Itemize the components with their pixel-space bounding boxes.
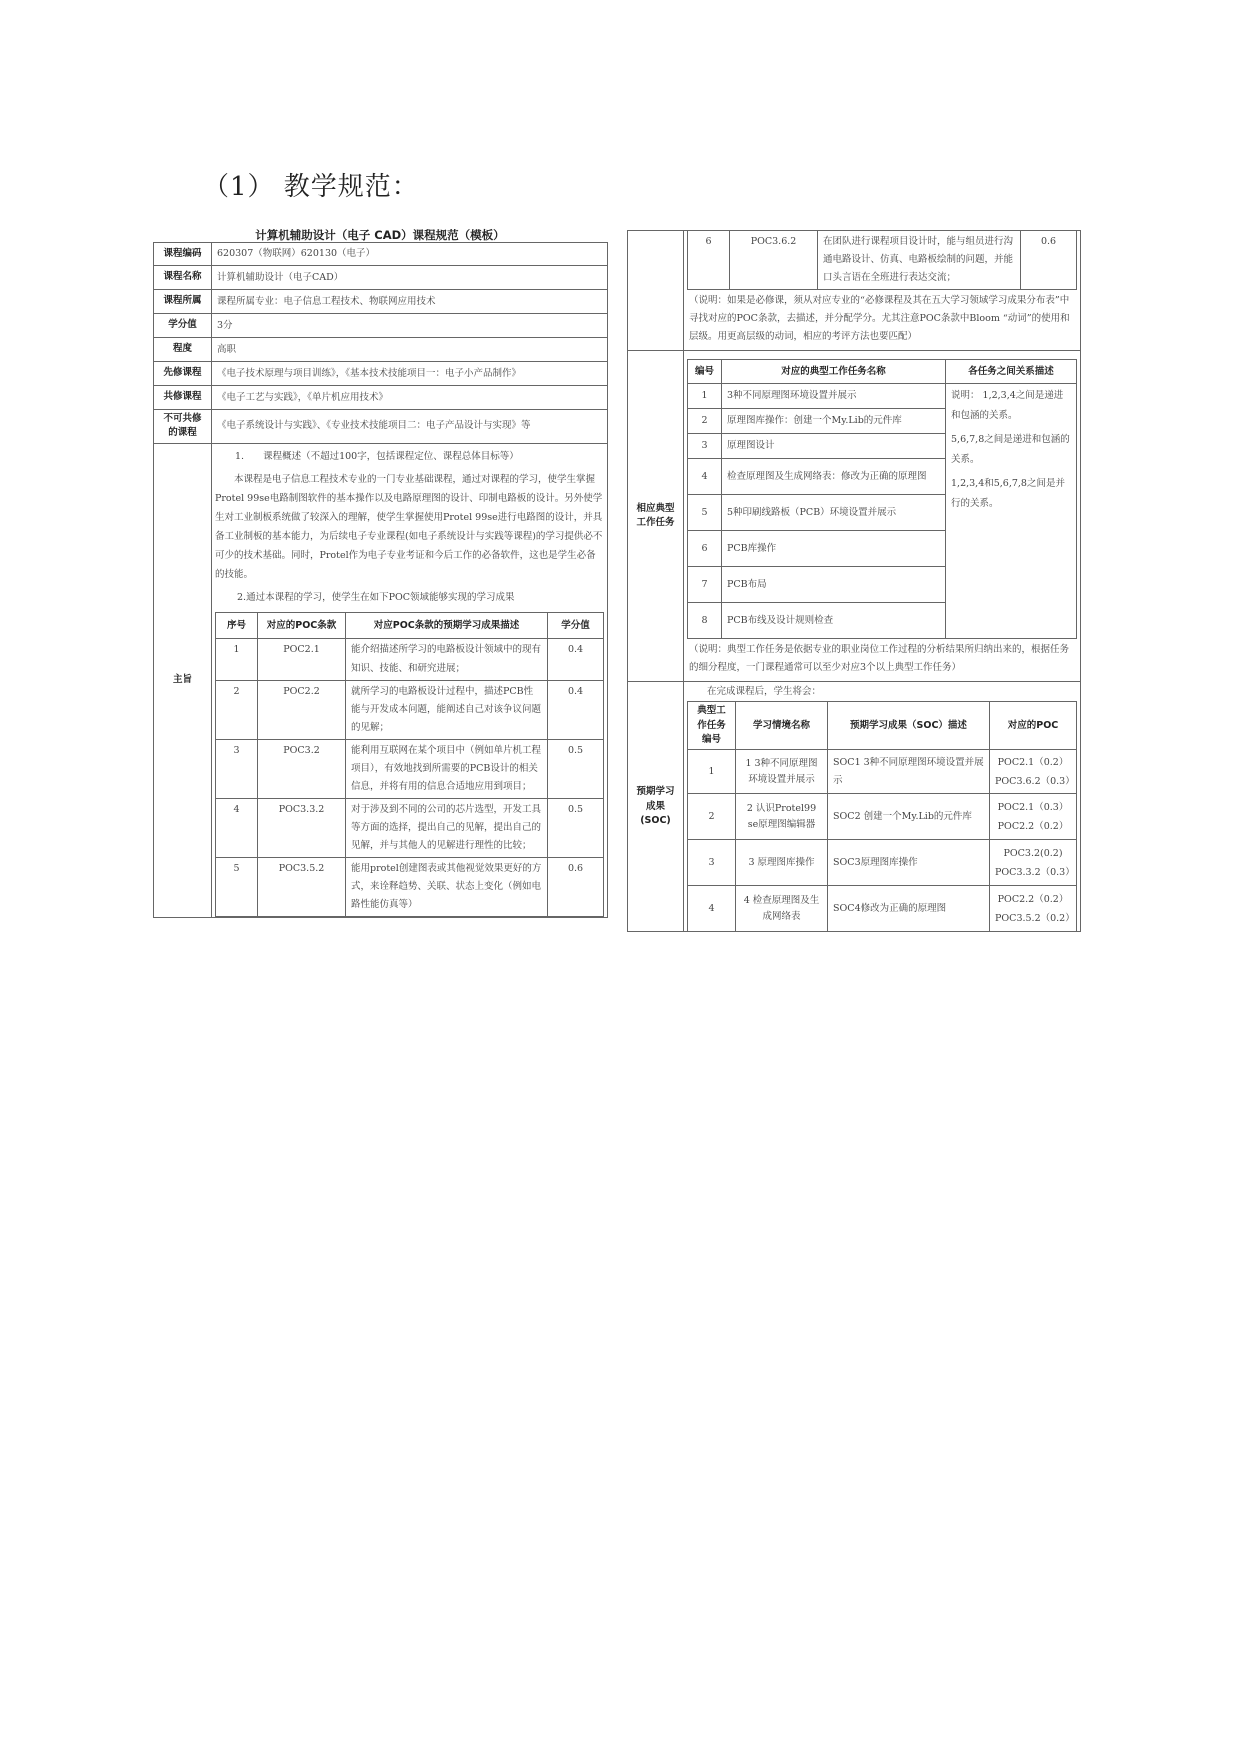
soc-table-header [688, 702, 1077, 750]
poc-row-desc: 能介绍描述所学习的电路板设计领域中的现有知识、技能、和研究进展； [346, 639, 548, 680]
soc-row-poc-2: POC3.3.2（0.3） [995, 866, 1075, 878]
poc-row-poc: POC3.5.2 [258, 858, 346, 917]
task-name: 3种不同原理图环境设置并展示 [722, 384, 946, 409]
label-exclusions: 不可共修的课程 [154, 410, 212, 444]
soc-row-no: 4 [688, 886, 736, 932]
label-typical-tasks: 相应典型工作任务 [628, 351, 684, 682]
value-course-code: 620307（物联网）620130（电子） [212, 243, 608, 266]
label-corequisites: 共修课程 [154, 386, 212, 410]
soc-header-scene: 学习情境名称 [736, 702, 828, 750]
tasks-header-name: 对应的典型工作任务名称 [722, 360, 946, 384]
task-no: 4 [688, 459, 722, 495]
soc-row [688, 750, 1077, 794]
soc-table [687, 701, 1077, 932]
poc-table-header [216, 613, 604, 639]
soc-row-no: 2 [688, 794, 736, 840]
label-prerequisites: 先修课程 [154, 362, 212, 386]
row-corequisites [154, 386, 608, 410]
poc-row-credit: 0.5 [548, 739, 604, 798]
soc-row-desc: SOC4修改为正确的原理图 [828, 886, 990, 932]
soc-row-poc [990, 840, 1077, 886]
poc-row-desc: 能用protel创建图表或其他视觉效果更好的方式，来诠释趋势、关联、状态上变化（例如电路性能仿真等） [346, 858, 548, 917]
task-row [688, 384, 1077, 409]
value-credits: 3分 [212, 314, 608, 338]
soc-intro: 在完成课程后，学生将会： [707, 686, 822, 698]
soc-header-no: 典型工作任务编号 [688, 702, 736, 750]
poc-row-credit: 0.4 [548, 680, 604, 739]
typical-tasks-content [684, 351, 1081, 682]
value-exclusions: 《电子系统设计与实践》、《专业技术技能项目二：电子产品设计与实现》等 [212, 410, 608, 444]
soc-row-scene: 2 认识Protel99 se原理图编辑器 [736, 794, 828, 840]
overview-text: 本课程是电子信息工程技术专业的一门专业基础课程，通过对课程的学习，使学生掌握Protel 99se电路制图软件的基本操作以及电路原理图的设计、印制电路板的设计。另外使学生对工业制板系统做了较深入的理解，使学生掌握使用Protel 99se进行电路图的设计，并具备工业制板的基本能力，为后续电子专业课程(如电子系统设计与实践等课程)的学习提供必不可少的技术基础。同时，Protel作为电子专业考证和今后工作的必备软件，这也是学生必备的技能。 [215, 473, 603, 580]
poc-row-poc: POC3.2 [258, 739, 346, 798]
poc-header-no: 序号 [216, 613, 258, 639]
poc-row-poc: POC3.6.2 [730, 231, 818, 290]
soc-row-no: 1 [688, 750, 736, 794]
outcomes-intro: 2.通过本课程的学习，使学生在如下POC领域能够实现的学习成果 [237, 591, 515, 603]
overview-title: 1. 课程概述（不超过100字，包括课程定位、课程总体目标等） [235, 450, 519, 462]
soc-header-poc: 对应的POC [990, 702, 1077, 750]
task-name: PCB布局 [722, 567, 946, 603]
tasks-header-no: 编号 [688, 360, 722, 384]
soc-row-poc [990, 794, 1077, 840]
poc-row-desc: 就所学习的电路板设计过程中，描述PCB性能与开发成本问题，能阐述自己对该争议问题的见解； [346, 680, 548, 739]
task-name: 检查原理图及生成网络表：修改为正确的原理图 [722, 459, 946, 495]
poc-header-credit: 学分值 [548, 613, 604, 639]
poc-row-credit: 0.5 [548, 798, 604, 857]
value-prerequisites: 《电子技术原理与项目训练》，《基本技术技能项目一：电子小产品制作》 [212, 362, 608, 386]
label-credits: 学分值 [154, 314, 212, 338]
soc-row-desc: SOC2 创建一个My.Lib的元件库 [828, 794, 990, 840]
task-no: 8 [688, 603, 722, 639]
poc-row-no: 5 [216, 858, 258, 917]
task-name: PCB布线及设计规则检查 [722, 603, 946, 639]
value-course-name: 计算机辅助设计（电子CAD） [212, 266, 608, 290]
soc-row-poc-2: POC3.5.2（0.2） [995, 912, 1075, 924]
poc-row-desc: 能利用互联网在某个项目中（例如单片机工程项目），有效地找到所需要的PCB设计的相关信息，并将有用的信息合适地应用到项目； [346, 739, 548, 798]
poc-row-no: 2 [216, 680, 258, 739]
poc-row-poc: POC2.2 [258, 680, 346, 739]
poc-table [215, 612, 604, 917]
task-relation-3: 1,2,3,4和5,6,7,8之间是并行的关系。 [951, 478, 1065, 509]
task-no: 5 [688, 495, 722, 531]
poc-row-desc: 对于涉及到不同的公司的芯片选型，开发工具等方面的选择，提出自己的见解，提出自己的见解，并与其他人的见解进行理性的比较； [346, 798, 548, 857]
blank-label-cell [628, 231, 684, 351]
poc-row [216, 680, 604, 739]
task-name: 5种印刷线路板（PCB）环境设置并展示 [722, 495, 946, 531]
task-no: 3 [688, 434, 722, 459]
soc-row-scene: 1 3种不同原理图环境设置并展示 [736, 750, 828, 794]
tasks-header-relation: 各任务之间关系描述 [946, 360, 1077, 384]
row-typical-tasks [628, 351, 1081, 682]
soc-content [684, 682, 1081, 932]
poc-row-desc: 在团队进行课程项目设计时，能与组员进行沟通电路设计、仿真、电路板绘制的问题，并能口头言语在全班进行表达交流； [818, 231, 1021, 290]
soc-row-poc-2: POC3.6.2（0.3） [995, 775, 1075, 787]
section-heading: （1） 教学规范： [203, 172, 419, 202]
label-soc: 预期学习成果(SOC) [628, 682, 684, 932]
task-relation-1: 说明： 1,2,3,4之间是递进和包涵的关系。 [951, 390, 1064, 422]
poc-row [688, 231, 1077, 290]
row-course-name [154, 266, 608, 290]
soc-row [688, 794, 1077, 840]
task-name: 原理图库操作：创建一个My.Lib的元件库 [722, 409, 946, 434]
soc-row-poc-1: POC2.1（0.3） [997, 801, 1069, 813]
poc-note: （说明：如果是必修课，须从对应专业的“必修课程及其在五大学习领域学习成果分布表”中寻找对应的POC条款，去描述，并分配学分。尤其注意POC条款中Bloom “动词”的使用和层级。用更高层级的动词，相应的考评方法也要匹配） [689, 295, 1070, 343]
soc-row-no: 3 [688, 840, 736, 886]
poc-row-poc: POC3.3.2 [258, 798, 346, 857]
poc-row-credit: 0.6 [1021, 231, 1077, 290]
label-purpose: 主旨 [154, 443, 212, 918]
task-no: 7 [688, 567, 722, 603]
task-relation-2: 5,6,7,8之间是递进和包涵的关系。 [951, 434, 1070, 466]
tasks-table-header [688, 360, 1077, 384]
soc-row-desc: SOC1 3种不同原理图环境设置并展示 [828, 750, 990, 794]
course-spec-table-right [627, 230, 1081, 932]
soc-row-scene: 4 检查原理图及生成网络表 [736, 886, 828, 932]
soc-row-scene: 3 原理图库操作 [736, 840, 828, 886]
value-course-major: 课程所属专业：电子信息工程技术、物联网应用技术 [212, 290, 608, 314]
row-prerequisites [154, 362, 608, 386]
row-credits [154, 314, 608, 338]
poc-row [216, 798, 604, 857]
poc-table-continued [687, 231, 1077, 290]
label-course-code: 课程编码 [154, 243, 212, 266]
soc-row-poc-1: POC2.1（0.2） [997, 756, 1069, 768]
row-exclusions [154, 410, 608, 444]
soc-row [688, 886, 1077, 932]
poc-continued-content [684, 231, 1081, 351]
task-no: 6 [688, 531, 722, 567]
soc-row-poc-1: POC3.2(0.2) [1003, 847, 1063, 859]
poc-row-credit: 0.4 [548, 639, 604, 680]
poc-header-desc: 对应POC条款的预期学习成果描述 [346, 613, 548, 639]
poc-header-poc: 对应的POC条款 [258, 613, 346, 639]
poc-row-no: 3 [216, 739, 258, 798]
poc-row [216, 858, 604, 917]
soc-row [688, 840, 1077, 886]
task-no: 2 [688, 409, 722, 434]
value-level: 高职 [212, 338, 608, 362]
row-level [154, 338, 608, 362]
row-course-code [154, 243, 608, 266]
poc-row-no: 1 [216, 639, 258, 680]
document-title: 计算机辅助设计（电子 CAD）课程规范（模板） [255, 228, 505, 242]
poc-row-poc: POC2.1 [258, 639, 346, 680]
soc-row-poc-2: POC2.2（0.2） [997, 820, 1069, 832]
poc-row-credit: 0.6 [548, 858, 604, 917]
row-course-major [154, 290, 608, 314]
task-no: 1 [688, 384, 722, 409]
value-corequisites: 《电子工艺与实践》，《单片机应用技术》 [212, 386, 608, 410]
purpose-content [212, 443, 608, 918]
course-spec-table-left [153, 242, 608, 918]
poc-row [216, 639, 604, 680]
label-level: 程度 [154, 338, 212, 362]
label-course-major: 课程所属 [154, 290, 212, 314]
row-soc [628, 682, 1081, 932]
soc-row-poc [990, 886, 1077, 932]
label-course-name: 课程名称 [154, 266, 212, 290]
tasks-note: （说明：典型工作任务是依据专业的职业岗位工作过程的分析结果所归纳出来的，根据任务的细分程度，一门课程通常可以至少对应3个以上典型工作任务） [689, 644, 1070, 674]
soc-header-desc: 预期学习成果（SOC）描述 [828, 702, 990, 750]
row-purpose [154, 443, 608, 918]
poc-row [216, 739, 604, 798]
poc-row-no: 4 [216, 798, 258, 857]
row-poc-continued [628, 231, 1081, 351]
tasks-table [687, 359, 1077, 639]
task-name: 原理图设计 [722, 434, 946, 459]
soc-row-poc [990, 750, 1077, 794]
poc-row-no: 6 [688, 231, 730, 290]
task-relations [946, 384, 1077, 639]
soc-row-poc-1: POC2.2（0.2） [997, 893, 1069, 905]
soc-row-desc: SOC3原理图库操作 [828, 840, 990, 886]
task-name: PCB库操作 [722, 531, 946, 567]
